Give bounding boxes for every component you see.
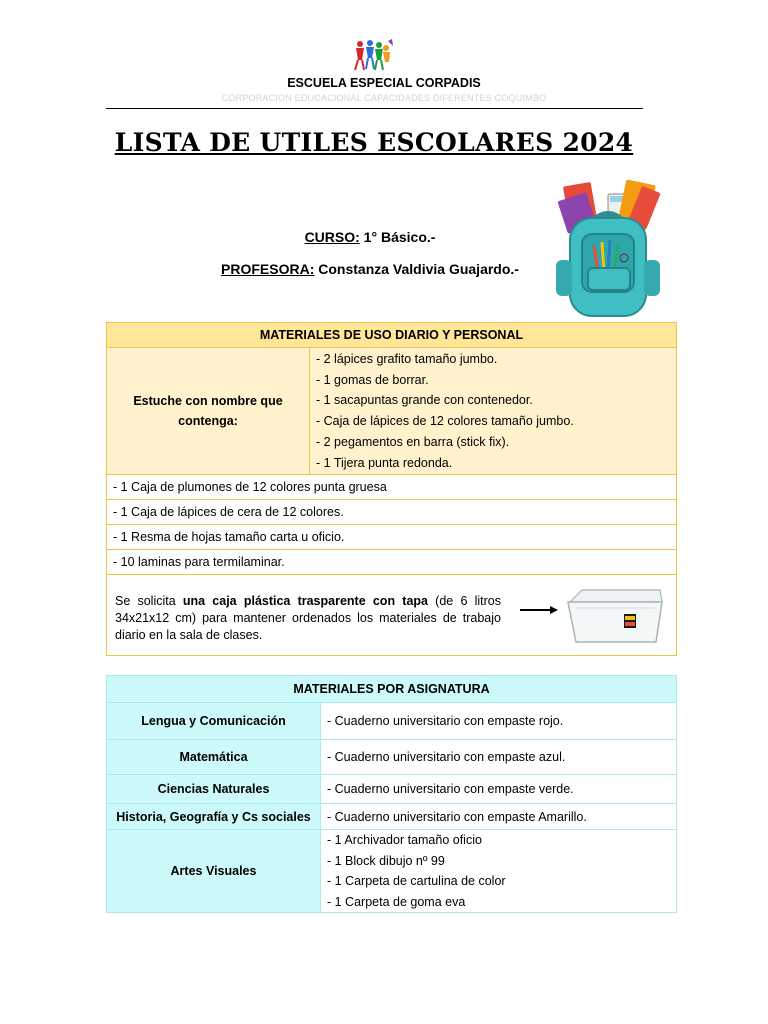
- pencil-case-label: Estuche con nombre que contenga:: [107, 348, 310, 475]
- list-item: - 2 pegamentos en barra (stick fix).: [316, 434, 510, 449]
- backpack-icon: [552, 176, 664, 322]
- subject-name: Historia, Geografía y Cs sociales: [107, 804, 321, 830]
- table-row: - 1 Caja de plumones de 12 colores punta gruesa: [107, 475, 677, 500]
- subject-name: Matemática: [107, 740, 321, 775]
- subject-name: Ciencias Naturales: [107, 775, 321, 804]
- course-value: 1° Básico.-: [359, 229, 436, 245]
- subject-materials-table: [106, 675, 677, 913]
- box-text-pre: Se solicita: [115, 594, 183, 609]
- table-row: - 10 laminas para termilaminar.: [107, 550, 677, 575]
- teacher-value: Constanza Valdivia Guajardo.-: [314, 261, 519, 277]
- plastic-box-icon: [562, 584, 667, 648]
- list-item: - 1 Carpeta de goma eva: [327, 894, 466, 909]
- subject-material: - Cuaderno universitario con empaste Amarillo.: [321, 804, 677, 830]
- header-divider: [106, 108, 643, 109]
- plastic-box-text: [115, 593, 501, 644]
- subject-material: - Cuaderno universitario con empaste verde.: [321, 775, 677, 804]
- list-item: - 1 gomas de borrar.: [316, 372, 429, 387]
- corporation-name: CORPORACION EDUCACIONAL CAPACIDADES DIFERENTES COQUIMBO: [221, 93, 547, 103]
- daily-materials-table: [106, 322, 677, 656]
- school-logo-icon: [352, 38, 396, 74]
- list-item: - 1 Carpeta de cartulina de color: [327, 874, 506, 888]
- school-name: ESCUELA ESPECIAL CORPADIS: [287, 76, 481, 90]
- list-item: - 2 lápices grafito tamaño jumbo.: [316, 352, 498, 366]
- teacher-line: [150, 261, 590, 277]
- list-item: - 1 Tijera punta redonda.: [316, 455, 453, 470]
- arrow-right-icon: [520, 605, 560, 615]
- list-item: - 1 sacapuntas grande con contenedor.: [316, 393, 533, 408]
- box-text-bold: una caja plástica trasparente con tapa: [182, 594, 428, 609]
- subject-name: Artes Visuales: [107, 830, 321, 913]
- teacher-label: PROFESORA:: [221, 261, 315, 277]
- art-materials: [321, 830, 677, 913]
- subject-material: - Cuaderno universitario con empaste azul.: [321, 740, 677, 775]
- plastic-box-request: [107, 575, 677, 656]
- daily-materials-heading: MATERIALES DE USO DIARIO Y PERSONAL: [107, 323, 677, 348]
- pencil-case-items: [310, 348, 677, 475]
- list-item: - Caja de lápices de 12 colores tamaño jumbo.: [316, 414, 574, 429]
- box-text-post: (de 6 litros 34x21x12 cm) para mantener ordenados los materiales de trabajo diario en la sala de clases.: [115, 594, 501, 643]
- course-line: [150, 229, 590, 245]
- page-title: LISTA DE UTILES ESCOLARES 2024: [114, 128, 634, 157]
- subject-materials-heading: MATERIALES POR ASIGNATURA: [107, 676, 677, 703]
- course-label: CURSO:: [304, 229, 360, 245]
- subject-name: Lengua y Comunicación: [107, 703, 321, 740]
- list-item: - 1 Archivador tamaño oficio: [327, 833, 482, 847]
- list-item: - 1 Block dibujo nº 99: [327, 853, 445, 868]
- table-row: - 1 Caja de lápices de cera de 12 colores.: [107, 500, 677, 525]
- subject-material: - Cuaderno universitario con empaste rojo.: [321, 703, 677, 740]
- table-row: - 1 Resma de hojas tamaño carta u oficio.: [107, 525, 677, 550]
